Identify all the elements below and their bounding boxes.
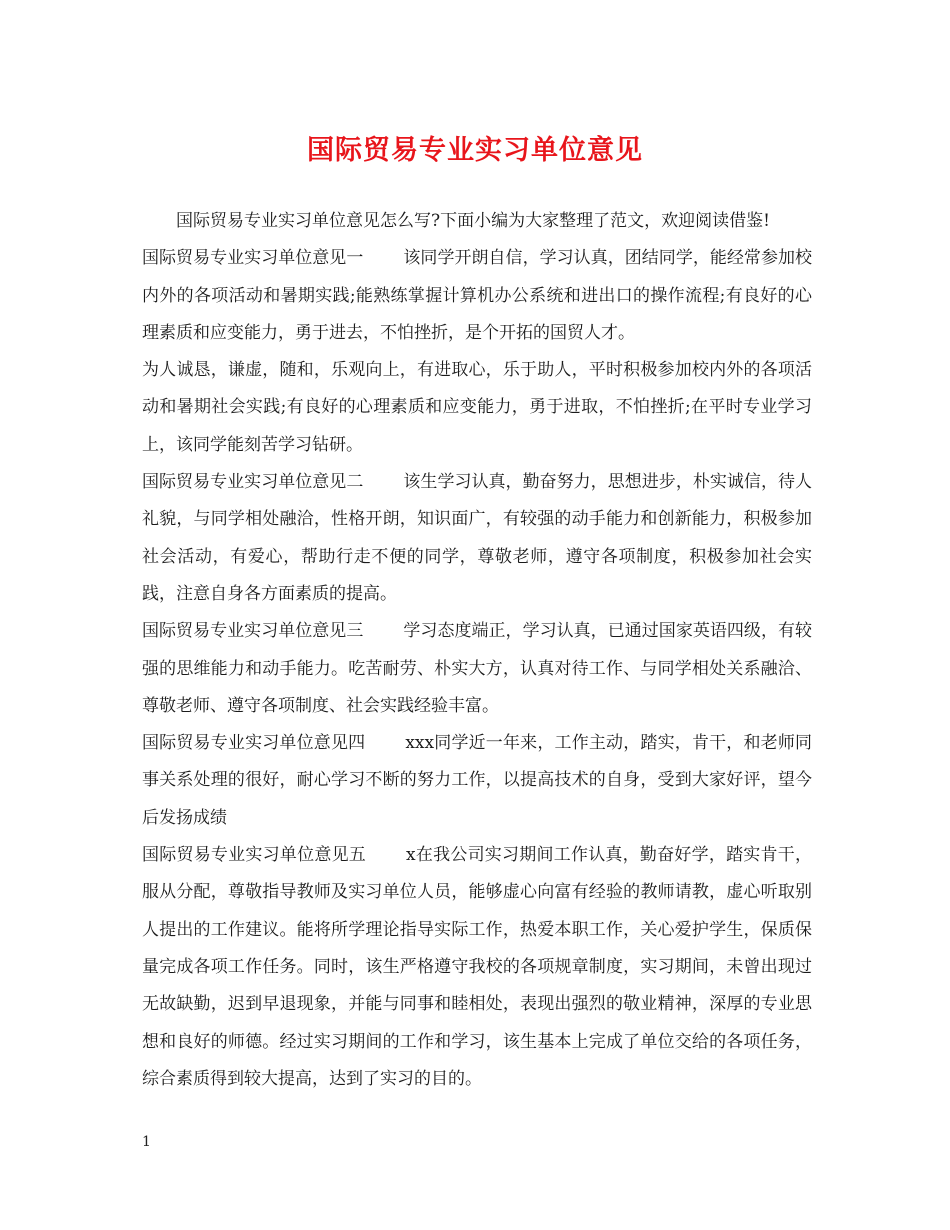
section-one-paragraph bbox=[142, 240, 812, 352]
page-number: 1 bbox=[142, 1134, 151, 1150]
section-two-paragraph bbox=[142, 464, 812, 613]
section-five-paragraph bbox=[142, 837, 812, 1098]
section-four-heading: 国际贸易专业实习单位意见四 bbox=[142, 733, 366, 754]
document-body bbox=[142, 203, 812, 1098]
section-three-heading: 国际贸易专业实习单位意见三 bbox=[142, 621, 364, 642]
document-title: 国际贸易专业实习单位意见 bbox=[307, 135, 643, 166]
intro-paragraph: 国际贸易专业实习单位意见怎么写?下面小编为大家整理了范文，欢迎阅读借鉴! bbox=[176, 211, 770, 231]
section-five-text: x在我公司实习期间工作认真，勤奋好学，踏实肯干，服从分配，尊敬指导教师及实习单位人员，能够虚心向富有经验的教师请教，虚心听取别人提出的工作建议。能将所学理论指导实际工作，热爱本职工作，关心爱护学生，保质保量完成各项工作任务。同时，该生严格遵守我校的各项规章制度，实习期间，未曾出现过无故缺勤，迟到早退现象，并能与同事和睦相处，表现出强烈的敬业精神，深厚的专业思想和良好的师德。经过实习期间的工作和学习，该生基本上完成了单位交给的各项任务，综合素质得到较大提高，达到了实习的目的。 bbox=[142, 845, 813, 1089]
section-four-paragraph bbox=[142, 725, 812, 837]
section-two-heading: 国际贸易专业实习单位意见二 bbox=[142, 472, 364, 493]
section-one-heading: 国际贸易专业实习单位意见一 bbox=[142, 248, 364, 269]
section-five-heading: 国际贸易专业实习单位意见五 bbox=[142, 845, 367, 866]
section-one-extra-paragraph: 为人诚恳，谦虚，随和，乐观向上，有进取心，乐于助人，平时积极参加校内外的各项活动和暑期社会实践;有良好的心理素质和应变能力，勇于进取，不怕挫折;在平时专业学习上，该同学能刻苦学习钻研。 bbox=[142, 360, 812, 455]
section-one-text: 该同学开朗自信，学习认真，团结同学，能经常参加校内外的各项活动和暑期实践;能熟练掌握计算机办公系统和进出口的操作流程;有良好的心理素质和应变能力，勇于进去，不怕挫折，是个开拓的国贸人才。 bbox=[142, 248, 813, 343]
section-three-text: 学习态度端正，学习认真，已通过国家英语四级，有较强的思维能力和动手能力。吃苦耐劳、朴实大方，认真对待工作、与同学相处关系融洽、尊敬老师、遵守各项制度、社会实践经验丰富。 bbox=[142, 621, 813, 716]
section-two-text: 该生学习认真，勤奋努力，思想进步，朴实诚信，待人礼貌，与同学相处融洽，性格开朗，知识面广，有较强的动手能力和创新能力，积极参加社会活动，有爱心，帮助行走不便的同学，尊敬老师，遵守各项制度，积极参加社会实践，注意自身各方面素质的提高。 bbox=[142, 472, 813, 604]
section-three-paragraph bbox=[142, 613, 812, 725]
section-four-text: xxx同学近一年来，工作主动，踏实，肯干，和老师同事关系处理的很好，耐心学习不断的努力工作，以提高技术的自身，受到大家好评，望今后发扬成绩 bbox=[142, 733, 813, 828]
